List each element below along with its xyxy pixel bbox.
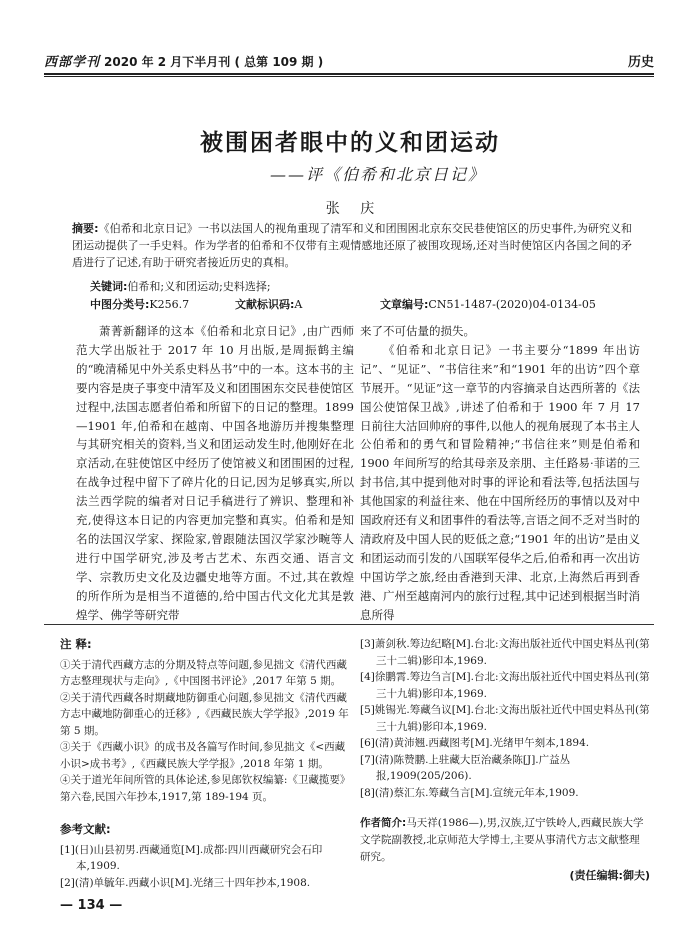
note-item: ②关于清代西藏各时期藏地防御重心问题,参见拙文《清代西藏方志中藏地防御重心的迁移》,《西藏民族大学学报》,2019 年第 5 期。 xyxy=(60,691,349,737)
abstract-text: 《伯希和北京日记》一书以法国人的视角重现了清军和义和团围困北京东交民巷使馆区的历史事件,为研究义和团运动提供了一手史料。作为学者的伯希和不仅带有主观情感地还原了被围攻现场,还对当时使馆区内各国之间的矛盾进行了记述,有助于研究者接近历史的真相。 xyxy=(72,222,632,269)
author-bio-label: 作者简介: xyxy=(360,817,407,829)
page-number: — 134 — xyxy=(60,898,123,913)
author-name: 张 庆 xyxy=(325,201,383,217)
references-heading: 参考文献: xyxy=(60,822,111,836)
note-item: ①关于清代西藏方志的分期及特点等问题,参见拙文《清代西藏方志整理现状与走向》,《中国图书评论》,2017 年第 5 期。 xyxy=(60,658,347,687)
keywords-text: 伯希和;义和团运动;史料选择; xyxy=(127,280,271,293)
reference-item: [6](清)黄沛翘.西藏图考[M].光绪甲午刻本,1894. xyxy=(360,737,590,749)
article-no-value: CN51-1487-(2020)04-0134-05 xyxy=(428,298,596,311)
journal-info xyxy=(44,51,323,70)
abstract-label: 摘要: xyxy=(72,222,99,235)
doc-code xyxy=(235,296,380,312)
keywords-label: 关键词: xyxy=(90,280,128,293)
responsible-editor xyxy=(360,868,650,885)
article-title: 被围困者眼中的义和团运动 xyxy=(200,129,500,156)
doc-code-value: A xyxy=(294,298,303,311)
author-bio-text: 马天祥(1986—),男,汉族,辽宁铁岭人,西藏民族大学文学院副教授,北京师范大学博士,主要从事清代方志文献整理研究。 xyxy=(360,817,644,863)
reference-item: [8](清)蔡汇东.筹藏刍言[M].宣统元年本,1909. xyxy=(360,786,579,799)
clc-label: 中图分类号: xyxy=(90,298,150,311)
section-label: 历史 xyxy=(627,55,654,70)
note-item: ④关于道光年间所管的具体论述,参见郎钦权编纂:《卫藏揽要》第六卷,民国六年抄本,1917,第 189-194 页。 xyxy=(60,774,346,803)
reference-item: [3]萧剑秋.筹边纪略[M].台北:文海出版社近代中国史料丛刊(第三十二辑)影印本,1969. xyxy=(360,638,650,667)
notes-section xyxy=(60,636,350,891)
header-rule-thin xyxy=(44,76,654,77)
keywords xyxy=(90,278,271,294)
doc-code-label: 文献标识码: xyxy=(235,298,295,311)
header-rule xyxy=(44,73,654,75)
author-bio xyxy=(360,815,650,866)
article-no xyxy=(380,296,596,312)
journal-logo: 西部学刊 xyxy=(44,55,101,70)
issue-info: 2020 年 2 月下半月刊 ( 总第 109 期 ) xyxy=(104,55,324,69)
reference-item: [2](清)单毓年.西藏小识[M].光绪三十四年抄本,1908. xyxy=(60,876,311,889)
references-continued xyxy=(360,636,650,885)
clc-value: K256.7 xyxy=(149,298,190,311)
body-column-left xyxy=(76,322,354,625)
classification-row xyxy=(90,296,632,312)
body-paragraph: 来了不可估量的损失。 xyxy=(360,324,475,338)
body-column-right xyxy=(360,322,640,625)
editor-name: 御夫 xyxy=(622,869,645,882)
notes-heading: 注 释: xyxy=(60,637,92,651)
body-paragraph: 《伯希和北京日记》一书主要分“1899 年出访记”、“见证”、“书信往来”和“1901 年的出访”四个章节展开。“见证”这一章节的内容摘录自达西所著的《法国公使馆保卫战》,讲述了伯希和于 1900 年 7 月 17 日前往大沽回帅府的事件,以他人的视角展现了本书主人公伯希和的勇气和冒险精神;“书信往来”则是伯希和 1900 年间所写的给其母亲及亲朋、主任路易·菲诺的三封书信,其中提到他对时事的评论和看法等,包括法国与其他国家的利益往来、他在中国所经历的事情以及对中国政府还有义和团事件的看法等,言语之间不乏对当时的清政府及中国人民的贬低之意;“1901 年的出访”是由义和团运动而引发的八国联军侵华之后,伯希和再一次出访中国访学之旅,经由香港到天津、北京,上海然后再到香港、广州至越南河内的旅行过程,其中记述到根据当时消息所得 xyxy=(360,342,640,622)
article-no-label: 文章编号: xyxy=(380,298,429,311)
reference-item: [5]姚锡光.筹藏刍议[M].台北:文海出版社近代中国史料丛刊(第三十九辑)影印本,1969. xyxy=(360,704,650,733)
editor-close: ) xyxy=(644,869,650,882)
running-header xyxy=(44,48,654,70)
editor-label: (责任编辑: xyxy=(569,869,623,882)
reference-item: [1](日)山县初男.西藏通览[M].成都:四川西藏研究会石印本,1909. xyxy=(60,843,323,872)
body-paragraph: 萧菁新翻译的这本《伯希和北京日记》,由广西师范大学出版社于 2017 年 10 月出版,是周振鹤主编的“晚清稀见中外关系史料丛书”中的一本。这本书的主要内容是庚子事变中清军及义和团围困东交民巷使馆区过程中,法国志愿者伯希和所留下的日记的整理。1899—1901 年,伯希和在越南、中国各地游历并搜集整理与其研究相关的资料,当义和团运动发生时,他刚好在北京活动,在驻使馆区中经历了使馆被义和团围困的过程,在战争过程中留下了碎片化的日记,因为足够真实,所以法兰西学院的编者对日记手稿进行了辨识、整理和补充,使得这本日记的内容更加完整和真实。伯希和是知名的法国汉学家、探险家,曾跟随法国汉学家沙畹等人进行中国学研究,涉及考古艺术、东西交通、语言文学、宗教历史文化及边疆史地等方面。不过,其在敦煌的所作所为是相当不道德的,给中国古代文化尤其是敦煌学、佛学等研究带 xyxy=(76,324,354,622)
abstract xyxy=(72,220,632,271)
note-item: ③关于《西藏小识》的成书及各篇写作时间,参见拙文《<西藏小识>成书考》,《西藏民族大学学报》,2018 年第 1 期。 xyxy=(60,741,346,770)
reference-item: [4]徐鹏霄.筹边刍言[M].台北:文海出版社近代中国史料丛刊(第三十九辑)影印本,1969. xyxy=(360,671,650,700)
notes-divider xyxy=(44,624,654,625)
clc xyxy=(90,296,235,312)
reference-item: [7](清)陈赞鹏.上驻藏大臣治藏条陈[J].广益丛报,1909(205/206). xyxy=(360,753,571,782)
article-subtitle: ——评《伯希和北京日记》 xyxy=(270,165,487,184)
